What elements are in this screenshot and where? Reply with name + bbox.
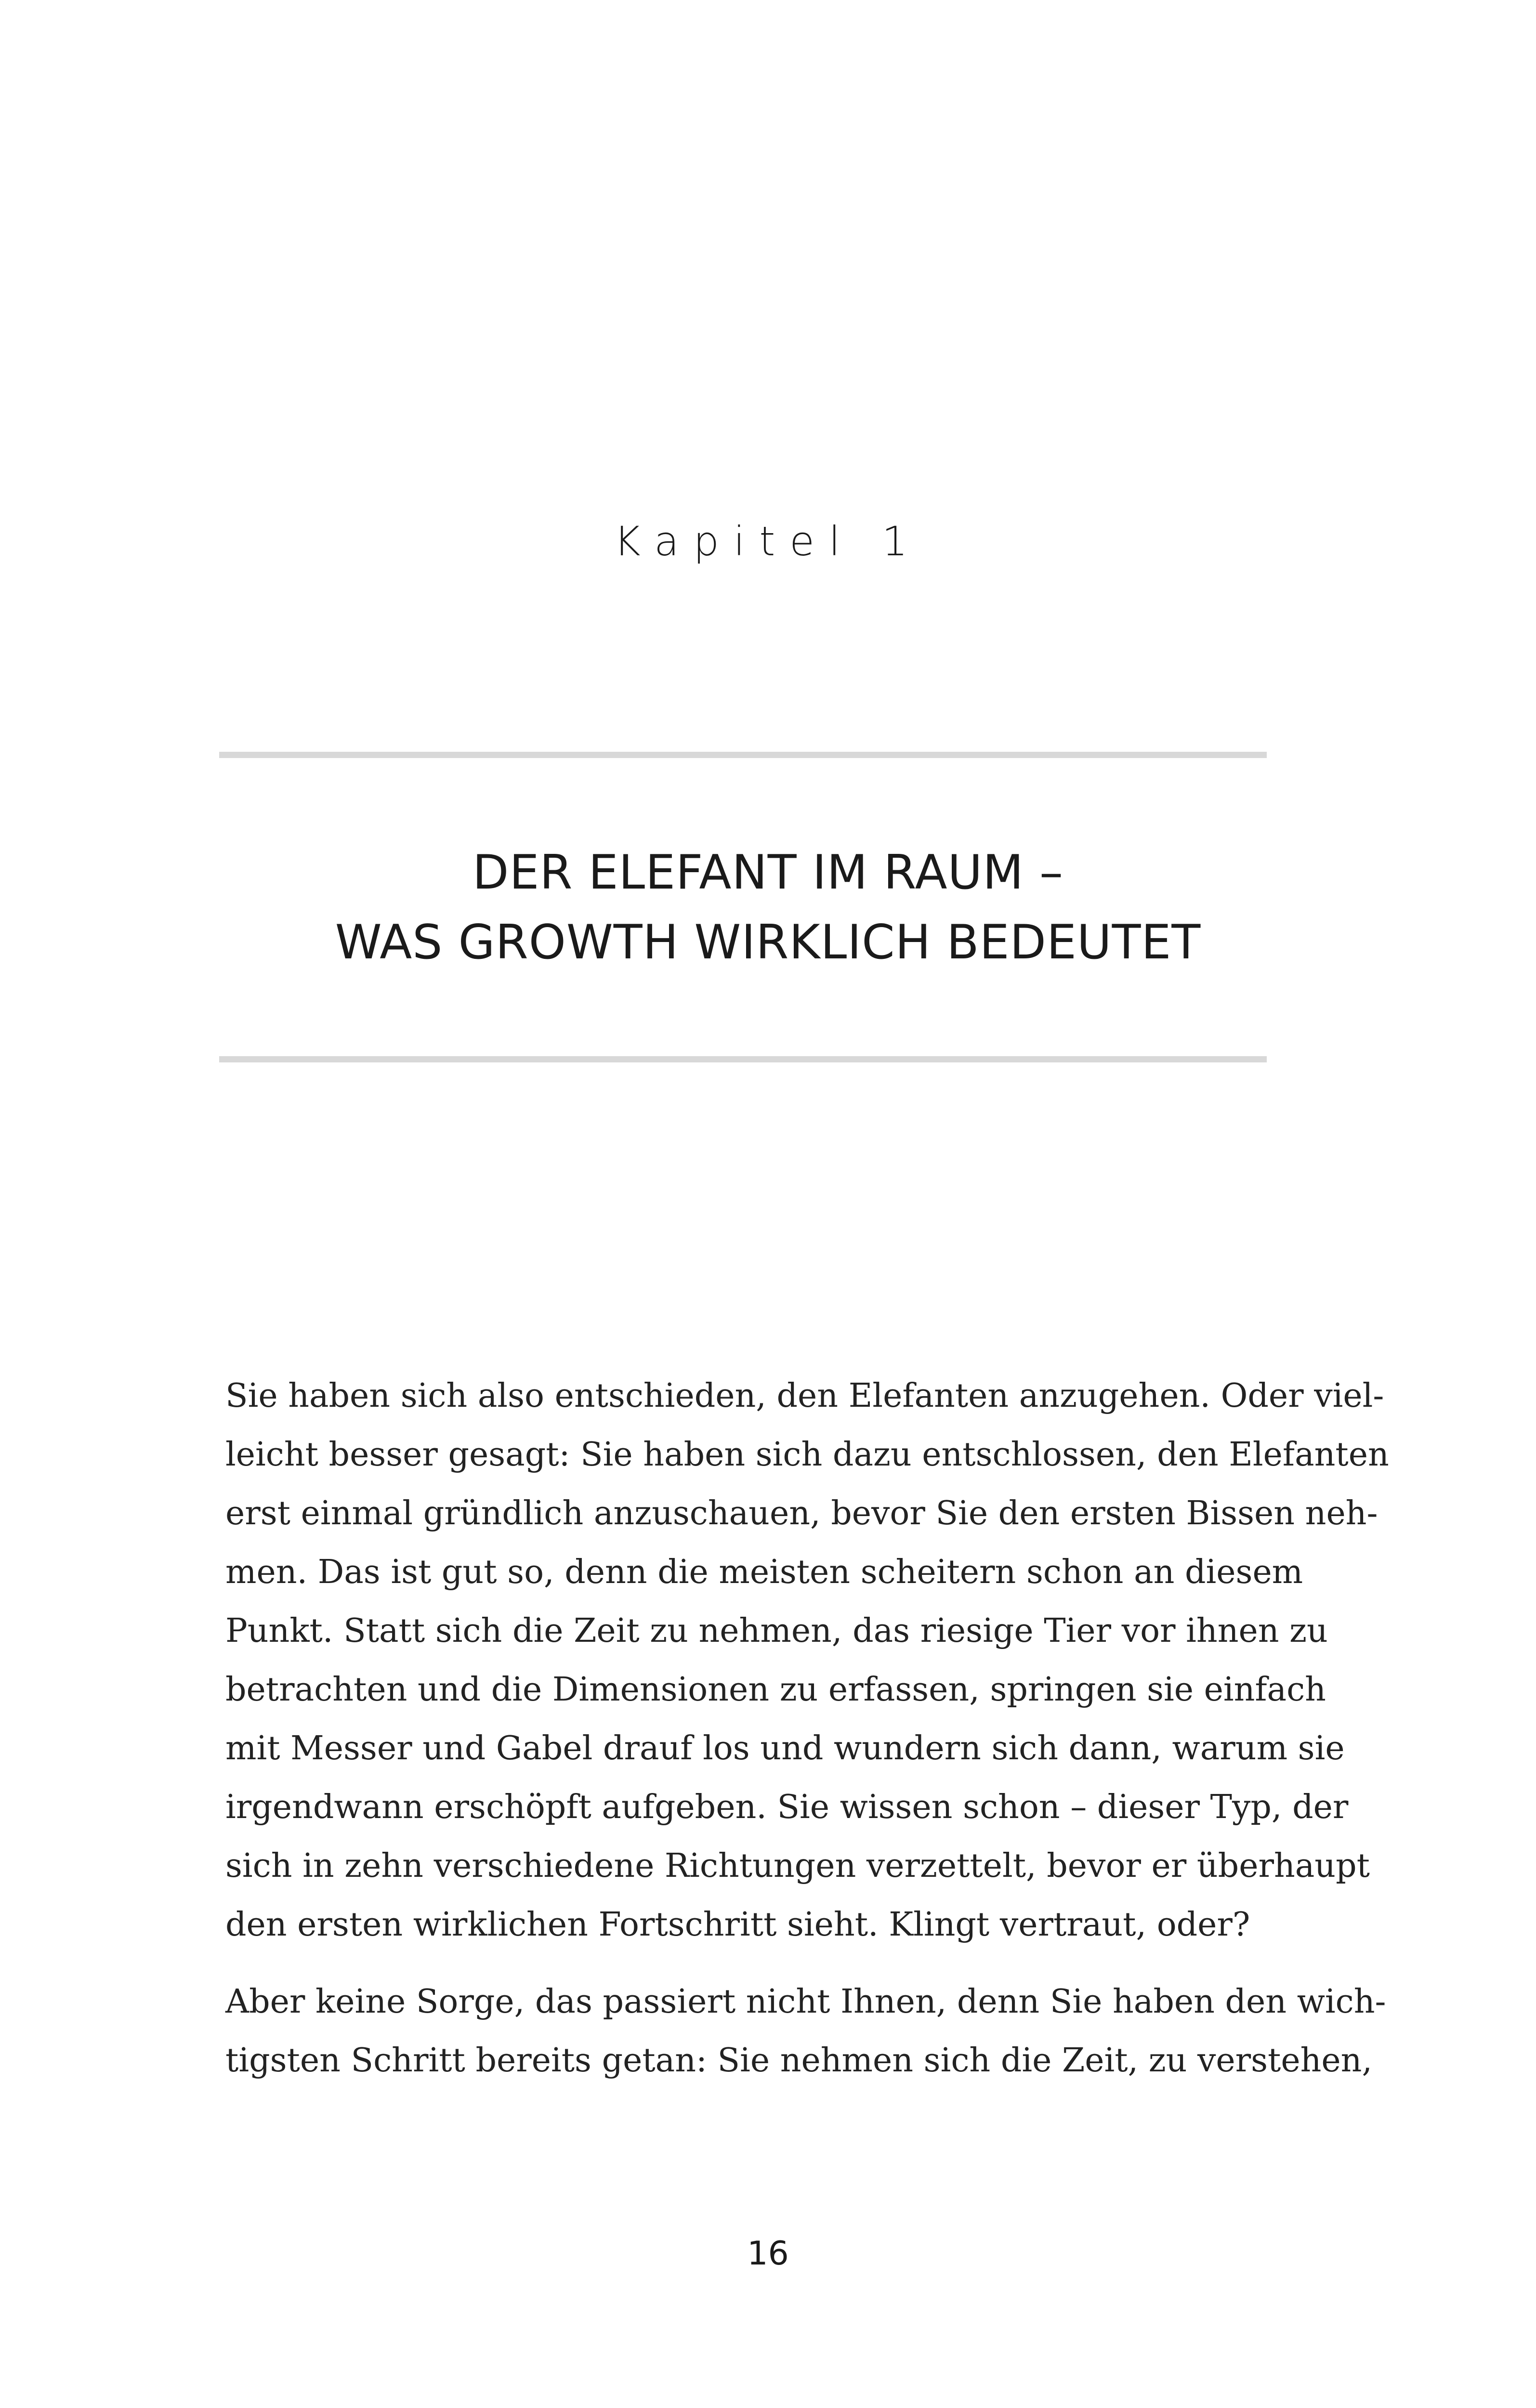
- text-line: erst einmal gründlich anzuschauen, bevor Sie den ersten Bissen neh-: [225, 1494, 1378, 1532]
- text-line: Aber keine Sorge, das passiert nicht Ihnen, denn Sie haben den wich-: [225, 1983, 1386, 2021]
- text-line: sich in zehn verschiedene Richtungen verzettelt, bevor er überhaupt: [225, 1847, 1370, 1885]
- paragraph-2: [225, 1973, 1386, 2090]
- chapter-title-line-1: DER ELEFANT IM RAUM –: [472, 845, 1063, 900]
- text-line: leicht besser gesagt: Sie haben sich dazu entschlossen, den Elefanten: [225, 1436, 1389, 1474]
- text-line: men. Das ist gut so, denn die meisten scheitern schon an diesem: [225, 1553, 1303, 1591]
- text-line: tigsten Schritt bereits getan: Sie nehmen sich die Zeit, zu verstehen,: [225, 2042, 1373, 2080]
- text-line: den ersten wirklichen Fortschritt sieht. Klingt vertraut, oder?: [225, 1906, 1250, 1944]
- bottom-divider: [219, 1056, 1267, 1062]
- text-line: Punkt. Statt sich die Zeit zu nehmen, das riesige Tier vor ihnen zu: [225, 1612, 1328, 1650]
- page-number: 16: [747, 2235, 789, 2273]
- text-line: betrachten und die Dimensionen zu erfassen, springen sie einfach: [225, 1671, 1326, 1709]
- text-line: mit Messer und Gabel drauf los und wundern sich dann, warum sie: [225, 1729, 1345, 1767]
- chapter-title-line-2: WAS GROWTH WIRKLICH BEDEUTET: [335, 915, 1201, 970]
- body-text: [225, 1367, 1389, 2108]
- top-divider: [219, 752, 1267, 758]
- chapter-title: [0, 838, 1536, 978]
- text-line: Sie haben sich also entschieden, den Elefanten anzugehen. Oder viel-: [225, 1377, 1384, 1415]
- chapter-label: Kapitel 1: [614, 518, 922, 565]
- paragraph-1: [225, 1367, 1389, 1954]
- text-line: irgendwann erschöpft aufgeben. Sie wissen schon – dieser Typ, der: [225, 1788, 1349, 1826]
